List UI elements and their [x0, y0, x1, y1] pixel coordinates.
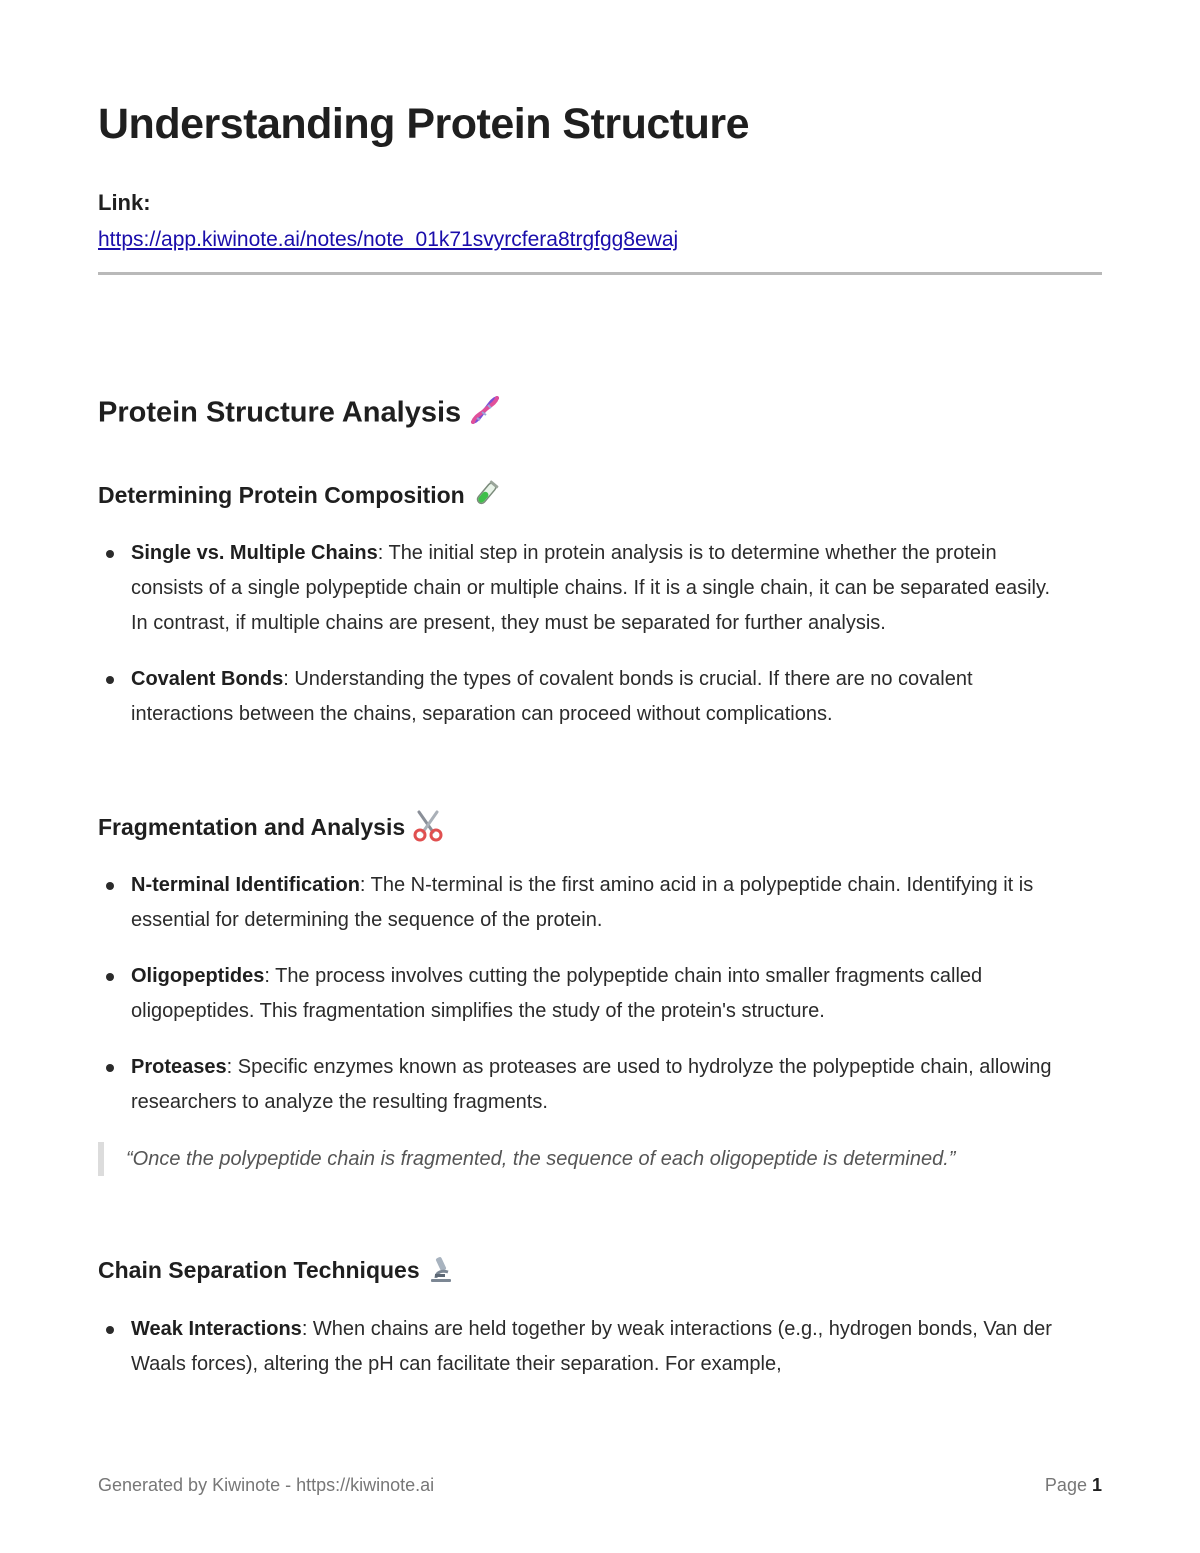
document-title: Understanding Protein Structure [98, 100, 750, 148]
dna-icon [467, 392, 503, 436]
list-item [98, 868, 1068, 938]
subsection-heading-text: Fragmentation and Analysis [98, 814, 406, 841]
list-item-text: : When chains are held together by weak interactions (e.g., hydrogen bonds, Van der Waals forces), altering the pH can facilitate their separation. For example, [131, 1318, 1052, 1375]
list-item-term: N-terminal Identification [131, 874, 360, 896]
bullet-icon [106, 550, 114, 558]
list-item-term: Oligopeptides [131, 965, 265, 987]
subsection-heading-composition [98, 479, 501, 515]
list-item-term: Single vs. Multiple Chains [131, 542, 378, 564]
list-item [98, 1050, 1068, 1120]
list-item-term: Weak Interactions [131, 1318, 302, 1340]
list-item-term: Proteases [131, 1056, 227, 1078]
list-item-term: Covalent Bonds [131, 668, 284, 690]
blockquote: “Once the polypeptide chain is fragmented, the sequence of each oligopeptide is determined.” [98, 1142, 1046, 1176]
list-item-text: : Understanding the types of covalent bonds is crucial. If there are no covalent interactions between the chains, separation can proceed without complications. [131, 668, 973, 725]
footer-page [1045, 1475, 1102, 1496]
list-fragmentation [98, 868, 1068, 1141]
section-heading [98, 392, 503, 436]
list-item-text: : Specific enzymes known as proteases are used to hydrolyze the polypeptide chain, allowing researchers to analyze the resulting fragments. [131, 1056, 1052, 1113]
note-link[interactable]: https://app.kiwinote.ai/notes/note_01k71svyrcfera8trgfgg8ewaj [98, 228, 679, 251]
list-item-text: : The process involves cutting the polypeptide chain into smaller fragments called oligopeptides. This fragmentation simplifies the study of the protein's structure. [131, 965, 983, 1022]
subsection-heading-separation [98, 1254, 456, 1290]
list-item [98, 1312, 1068, 1382]
page-label: Page [1044, 1475, 1087, 1495]
bullet-icon [106, 882, 114, 890]
list-item [98, 536, 1068, 641]
divider [98, 272, 1102, 275]
subsection-heading-text: Chain Separation Techniques [98, 1257, 420, 1284]
footer-generated: Generated by Kiwinote - https://kiwinote.ai [98, 1475, 435, 1495]
list-composition [98, 536, 1068, 753]
section-heading-text: Protein Structure Analysis [98, 396, 462, 429]
microscope-icon [426, 1254, 456, 1290]
page-number: 1 [1091, 1475, 1102, 1495]
bullet-icon [106, 973, 114, 981]
subsection-heading-text: Determining Protein Composition [98, 482, 465, 509]
list-item [98, 959, 1068, 1029]
subsection-heading-fragmentation [98, 810, 445, 848]
list-item [98, 662, 1068, 732]
link-label: Link: [98, 190, 151, 215]
test-tube-icon [471, 479, 501, 515]
list-separation [98, 1312, 1068, 1403]
bullet-icon [106, 676, 114, 684]
bullet-icon [106, 1064, 114, 1072]
scissors-icon [411, 810, 445, 848]
list-item-text: : The N-terminal is the first amino acid in a polypeptide chain. Identifying it is essential for determining the sequence of the protein. [131, 874, 1034, 931]
list-item-text: : The initial step in protein analysis is to determine whether the protein consists of a single polypeptide chain or multiple chains. If it is a single chain, it can be separated easily. In contrast, if multiple chains are present, they must be separated for further analysis. [131, 542, 1051, 634]
bullet-icon [106, 1326, 114, 1334]
